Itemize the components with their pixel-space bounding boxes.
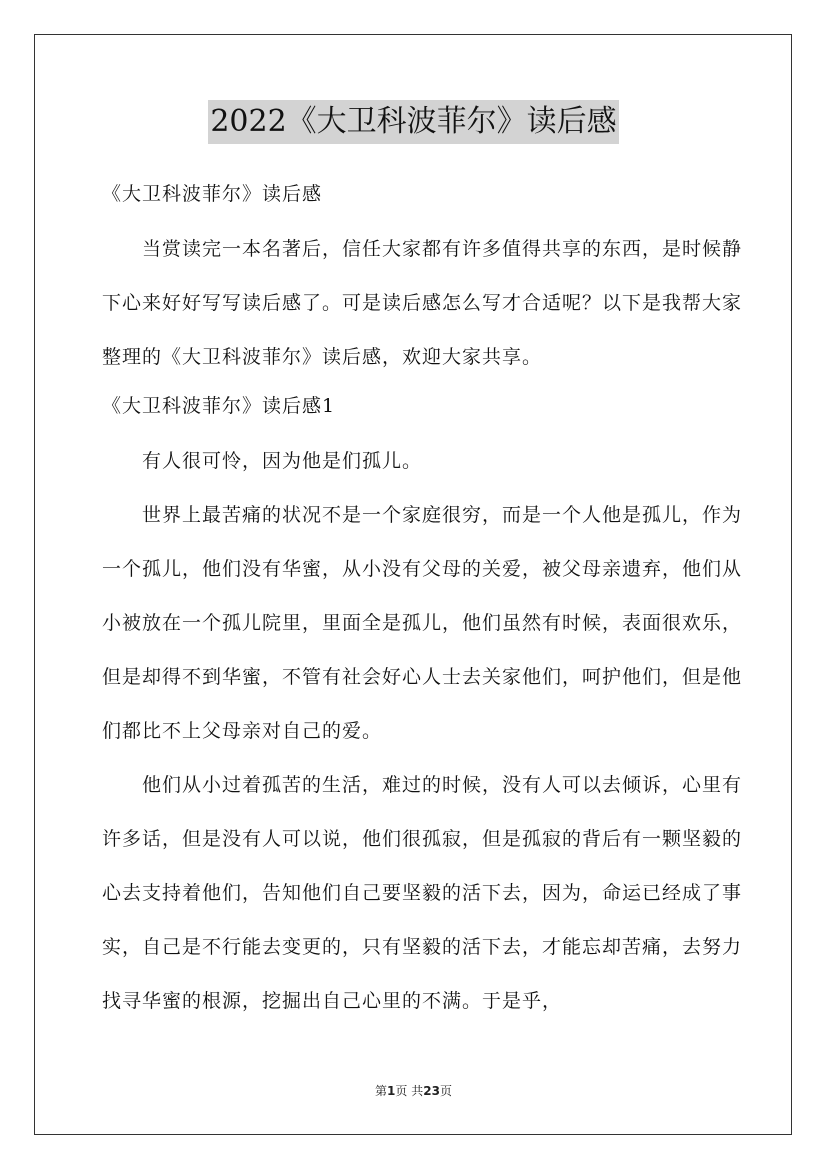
- footer-current-page: 1: [387, 1084, 396, 1098]
- title-container: [0, 100, 827, 144]
- page-footer: [0, 1082, 827, 1099]
- section-heading: 《大卫科波菲尔》读后感1: [102, 395, 336, 417]
- intro-paragraph: 当赏读完一本名著后，信任大家都有许多值得共享的东西，是时候静下心来好好写写读后感了。可是读后感怎么写才合适呢？以下是我帮大家整理的《大卫科波菲尔》读后感，欢迎大家共享。: [102, 238, 743, 368]
- body-paragraph: 有人很可怜，因为他是们孤儿。: [142, 450, 423, 472]
- body-paragraph: 世界上最苦痛的状况不是一个家庭很穷，而是一个人他是孤儿，作为一个孤儿，他们没有华蜜，从小没有父母的关爱，被父母亲遗弃，他们从小被放在一个孤儿院里，里面全是孤儿，他们虽然有时候，表面很欢乐，但是却得不到华蜜，不管有社会好心人士去关家他们，呵护他们，但是他们都比不上父母亲对自己的爱。: [102, 504, 743, 742]
- document-body: [102, 172, 742, 1028]
- document-title: 2022《大卫科波菲尔》读后感: [208, 100, 618, 144]
- footer-mid: 页 共: [395, 1084, 424, 1098]
- footer-total-pages: 23: [423, 1084, 440, 1098]
- body-paragraph: 他们从小过着孤苦的生活，难过的时候，没有人可以去倾诉，心里有许多话，但是没有人可以说，他们很孤寂，但是孤寂的背后有一颗坚毅的心去支持着他们，告知他们自己要坚毅的活下去，因为，命运已经成了事实，自己是不行能去变更的，只有坚毅的活下去，才能忘却苦痛，去努力找寻华蜜的根源，挖掘出自己心里的不满。于是乎，: [102, 774, 743, 1012]
- footer-prefix: 第: [375, 1084, 388, 1098]
- footer-suffix: 页: [439, 1084, 452, 1098]
- subtitle: 《大卫科波菲尔》读后感: [102, 183, 323, 205]
